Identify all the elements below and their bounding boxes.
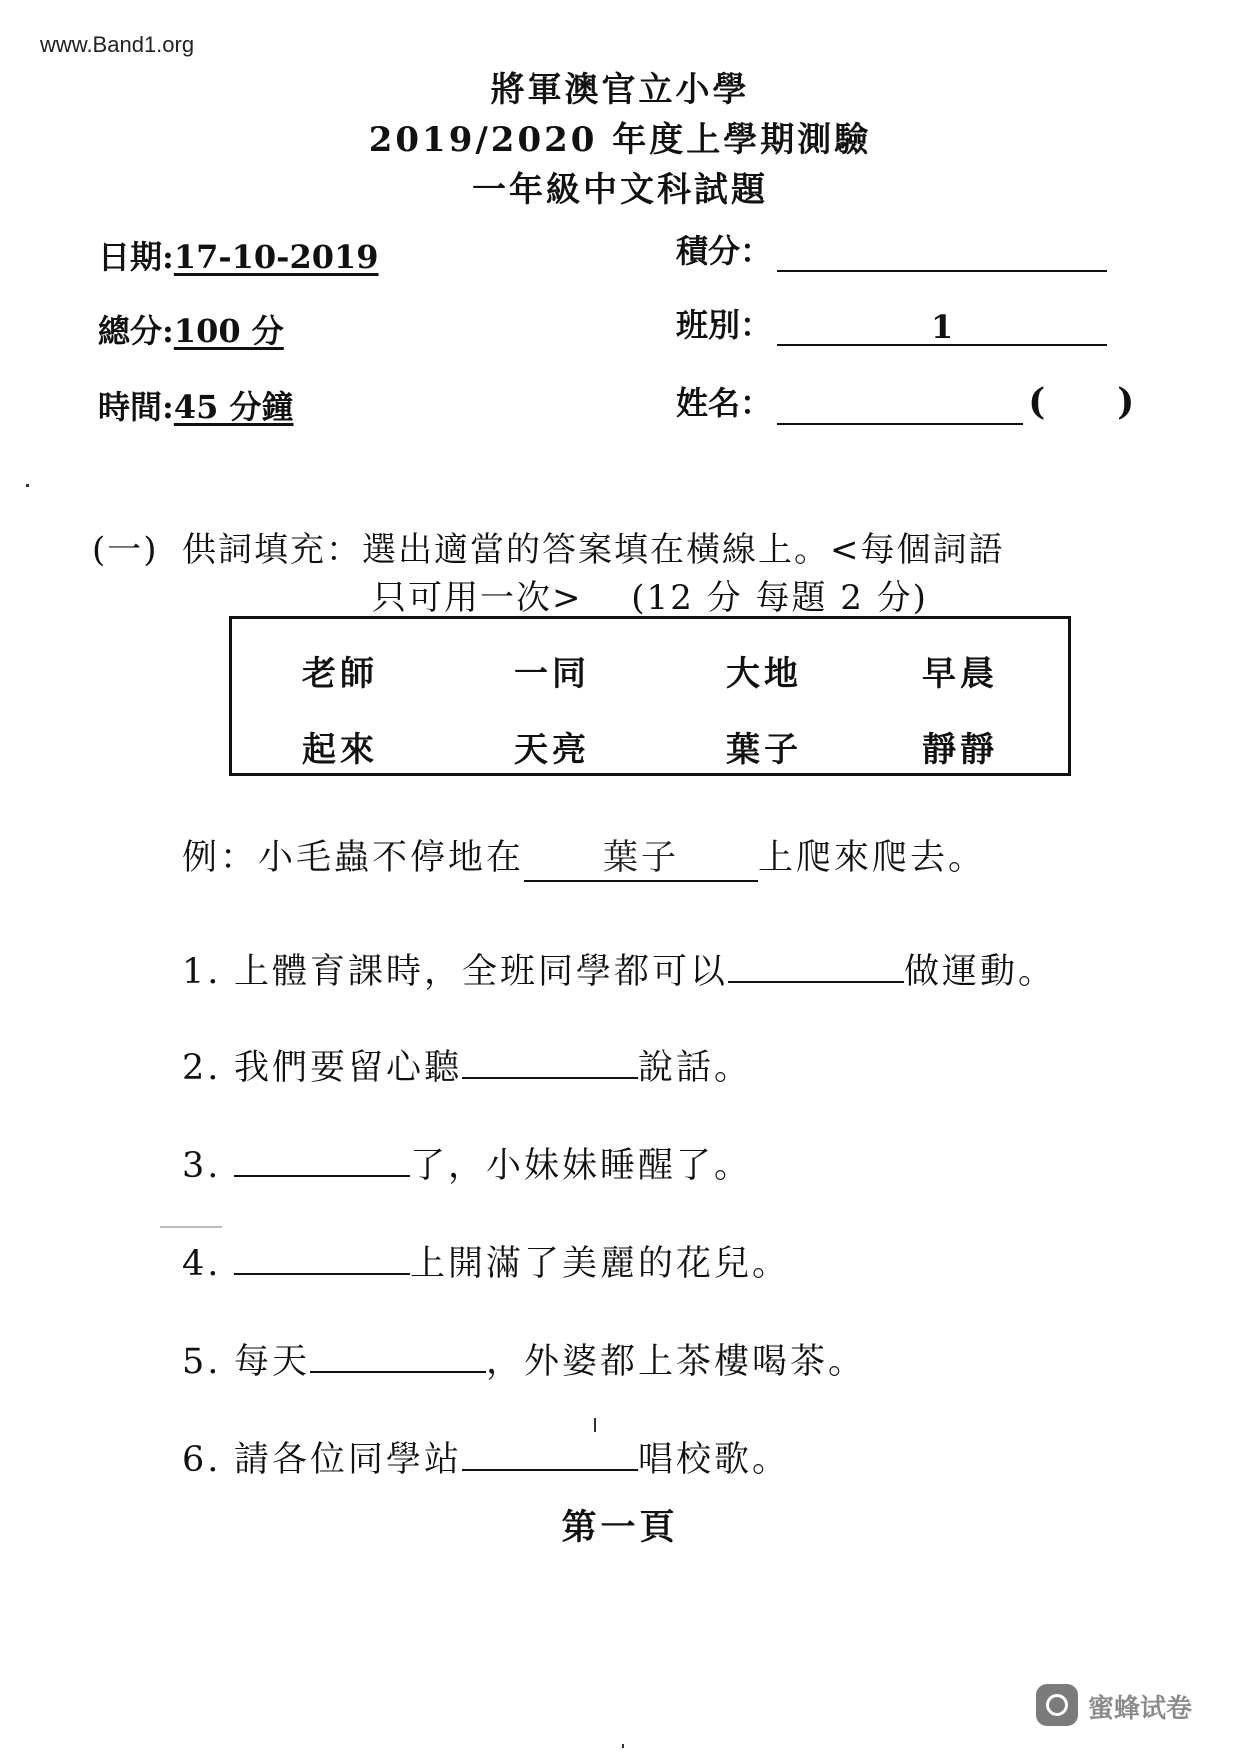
question-number: 6.	[182, 1440, 222, 1480]
class-number-parentheses: ( )	[1028, 381, 1135, 423]
question-text-before: 上體育課時，全班同學都可以	[234, 952, 729, 992]
question-text-before: 請各位同學站	[234, 1440, 463, 1480]
page-number: 第一頁	[561, 1507, 679, 1548]
word-bank-item: 靜靜	[922, 730, 998, 770]
name-row	[676, 374, 1134, 425]
answer-blank[interactable]	[462, 1439, 638, 1471]
word-bank-item: 大地	[726, 654, 802, 694]
word-bank-item: 葉子	[726, 730, 802, 770]
question-text-before: 每天	[234, 1342, 311, 1382]
scan-mark	[594, 1418, 596, 1432]
answer-blank[interactable]	[728, 951, 904, 983]
time-row	[98, 382, 294, 428]
time-label: 時間:	[98, 388, 174, 426]
word-bank-item: 早晨	[922, 654, 998, 694]
exam-subject: 一年級中文科試題	[472, 170, 768, 210]
scan-smudge	[160, 1226, 222, 1228]
word-bank-item: 一同	[514, 654, 590, 694]
section-marks: 只可用一次> (12 分 每題 2 分)	[372, 578, 928, 618]
word-bank-item: 起來	[302, 730, 378, 770]
total-label: 總分:	[98, 312, 174, 350]
scan-speck	[622, 1744, 624, 1748]
scan-speck	[26, 484, 29, 487]
example-answer: 葉子	[524, 830, 758, 882]
question-3	[182, 1138, 752, 1188]
exam-term: 2019/2020 年度上學期測驗	[368, 120, 872, 160]
question-4	[182, 1236, 790, 1286]
question-text-after: 做運動。	[904, 952, 1057, 992]
date-row	[98, 232, 379, 278]
question-text-after: 唱校歌。	[638, 1440, 791, 1480]
score-label: 積分：	[676, 232, 773, 270]
date-label: 日期:	[98, 238, 174, 276]
name-label: 姓名：	[676, 384, 773, 422]
word-bank-item: 老師	[302, 654, 378, 694]
question-6	[182, 1432, 790, 1482]
website-url: www.Band1.org	[40, 32, 195, 57]
question-text-after: 說話。	[638, 1048, 753, 1088]
time-value: 45 分鐘	[173, 388, 294, 426]
answer-blank[interactable]	[234, 1243, 410, 1275]
class-label: 班別：	[676, 306, 773, 344]
question-number: 2.	[182, 1048, 222, 1088]
answer-blank[interactable]	[310, 1341, 486, 1373]
question-text-after: ，外婆都上茶樓喝茶。	[486, 1342, 867, 1382]
total-row	[98, 306, 284, 352]
question-text-after: 上開滿了美麗的花兒。	[410, 1244, 791, 1284]
section-instruction: 供詞填充：選出適當的答案填在橫線上。<每個詞語	[182, 530, 1005, 570]
question-number: 5.	[182, 1342, 222, 1382]
total-value: 100 分	[173, 312, 284, 350]
example-prefix: 例：小毛蟲不停地在	[182, 838, 525, 878]
question-2	[182, 1040, 752, 1090]
question-number: 4.	[182, 1244, 222, 1284]
score-field[interactable]	[777, 236, 1107, 272]
score-row	[676, 226, 1107, 272]
answer-blank[interactable]	[234, 1145, 410, 1177]
section-number: (一)	[92, 530, 159, 570]
watermark-logo-mark-icon	[1046, 1694, 1068, 1716]
question-5	[182, 1334, 866, 1384]
class-field[interactable]: 1	[777, 308, 1107, 346]
word-bank-item: 天亮	[514, 730, 590, 770]
answer-blank[interactable]	[462, 1047, 638, 1079]
question-1	[182, 944, 1056, 994]
class-row	[676, 300, 1107, 346]
example-sentence	[182, 830, 986, 882]
watermark-text: 蜜蜂试卷	[1088, 1694, 1193, 1724]
date-value: 17-10-2019	[173, 238, 379, 276]
school-name: 將軍澳官立小學	[490, 70, 750, 110]
question-text-before: 我們要留心聽	[234, 1048, 463, 1088]
example-suffix: 上爬來爬去。	[758, 838, 987, 878]
question-number: 1.	[182, 952, 222, 992]
question-text-after: 了，小妹妹睡醒了。	[410, 1146, 753, 1186]
name-field[interactable]	[777, 389, 1023, 425]
question-number: 3.	[182, 1146, 222, 1186]
